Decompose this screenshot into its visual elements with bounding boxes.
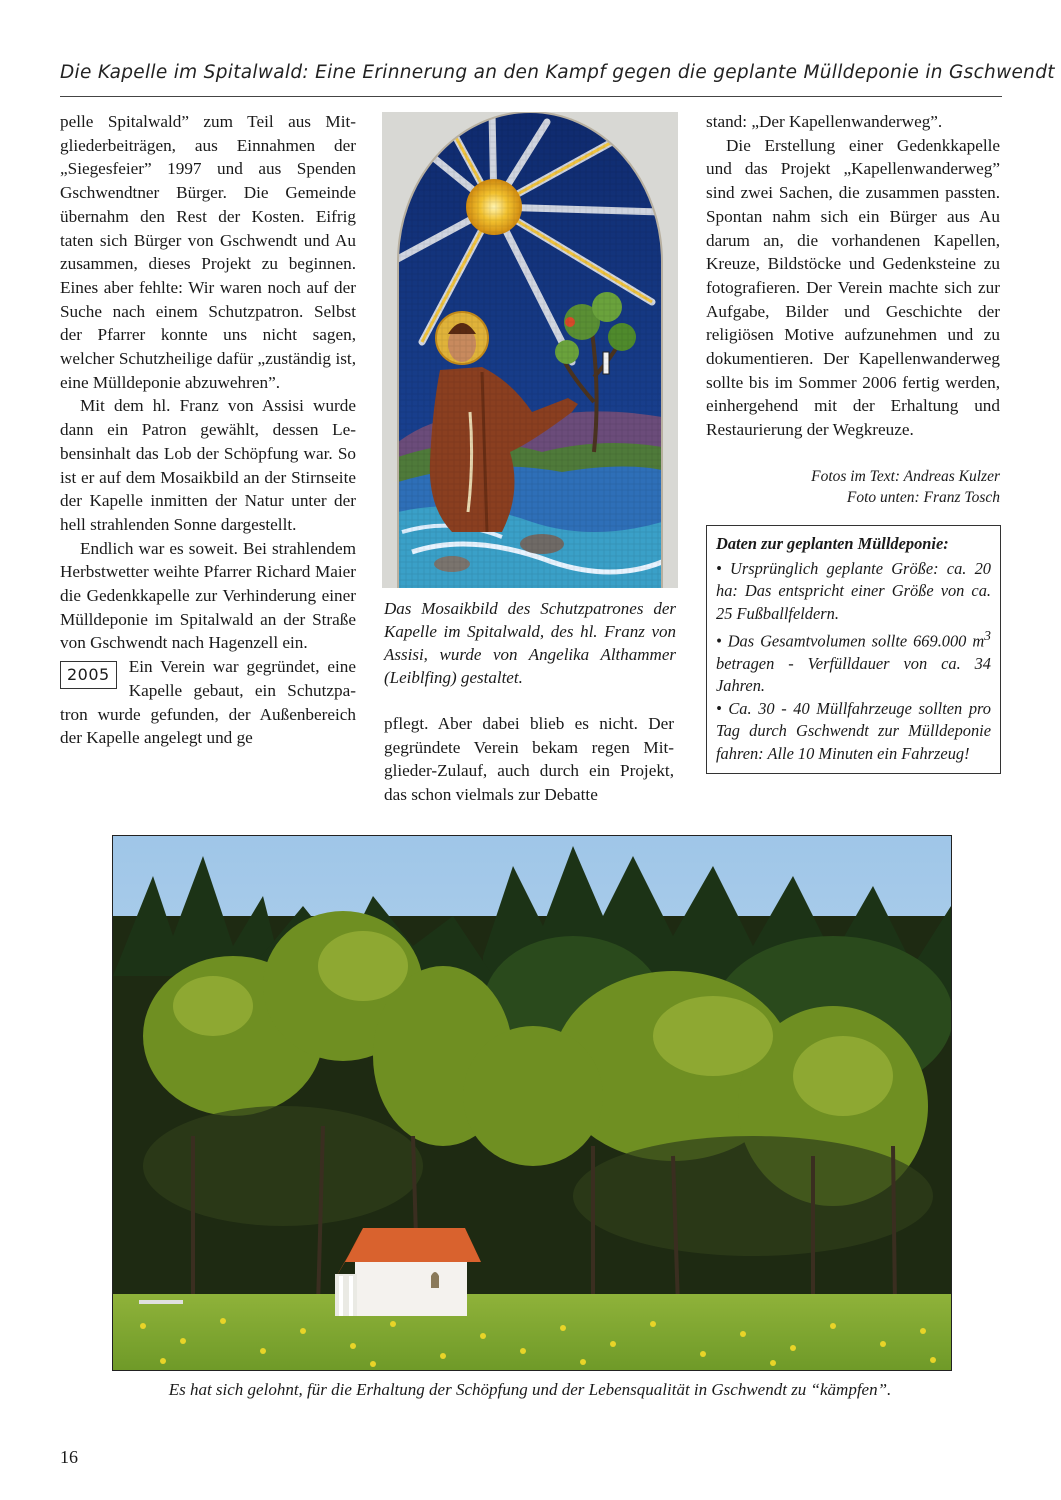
paragraph: stand: „Der Kapellenwanderweg”. (706, 112, 943, 131)
data-box-title: Daten zur geplanten Mülldeponie: (716, 534, 949, 553)
year-badge: 2005 (60, 661, 117, 689)
data-box-item-text: betragen - Verfülldauer von ca. 34 Jahren. (716, 653, 991, 696)
column-3 (706, 110, 1000, 442)
photo-caption: Es hat sich gelohnt, für die Erhaltung der Schöpfung und der Lebensqualität in Gschwendt zu “kämpfen”. (168, 1380, 892, 1399)
superscript: 3 (984, 628, 991, 643)
running-header: Die Kapelle im Spitalwald: Eine Erinnerung an den Kampf gegen die geplante Mülldeponie in Gschwendt (60, 62, 1055, 83)
paragraph: Die Erstellung einer Gedenkkapelle und das Projekt „Kapellenwanderweg” sind zwei Sachen, die zusammen passten. Spontan nahm sich ein Bürger aus Au darum an, die vorhandenen Kapellen, Kreuze, Bildstöcke und Gedenksteine zu fotografieren. Der Verein machte sich zur Aufgabe, Bilder und Geschichte der religiösen Motive aufzunehmen und zu dokumentieren. Der Kapellenwanderweg sollte bis im Sommer 2006 fertig werden, einhergehend mit der Erhaltung und Restaurierung der Wegkreuze. (706, 135, 1000, 440)
page-number: 16 (60, 1447, 78, 1467)
paragraph: pelle Spitalwald” zum Teil aus Mitgliederbeiträgen, aus Einnahmen der „Siegesfeier” 1997 und aus Spenden Gschwendtner Bürger. Die Gemeinde übernahm den Rest der Kosten. Eifrig taten sich Bürger von Gschwendt und Au zusammen, dieses Projekt zu beginnen. Eines aber fehlte: Wir waren noch auf der Suche nach einem Schutzpatron. Selbst der Pfarrer konnte uns nicht sagen, welcher Schutzheilige dafür „zuständig ist, eine Mülldeponie abzuwehren”. (60, 112, 356, 392)
header-rule (60, 96, 1002, 97)
mosaic-image (382, 112, 678, 588)
data-box-item: • Ca. 30 - 40 Müllfahrzeuge sollten pro Tag durch Gschwendt zur Mülldeponie fahren: Alle 10 Minuten ein Fahrzeug! (716, 698, 991, 763)
credit-line: Fotos im Text: Andreas Kulzer (811, 468, 1000, 485)
column-1 (60, 110, 356, 750)
paragraph-text: Ein Verein war gegründet, eine Kapelle gebaut, ein Schutzpatron wurde gefunden, der Außenbereich der Kapelle angelegt und ge (60, 657, 356, 748)
paragraph: pflegt. Aber dabei blieb es nicht. Der gegründete Verein bekam regen Mitglieder-Zulauf, auch durch ein Projekt, das schon vielmals zur Debatte (384, 714, 674, 805)
paragraph (60, 655, 356, 750)
credit-line: Foto unten: Franz Tosch (846, 489, 1000, 506)
data-box-item-text: • Das Gesamtvolumen sollte 669.000 m (716, 631, 985, 651)
paragraph: Endlich war es soweit. Bei strahlendem Herbstwetter weihte Pfarrer Richard Maier die Gedenkkapelle zur Verhinderung einer Mülldeponie im Spitalwald an der Straße von Gschwendt nach Hagenzell ein. (60, 538, 356, 653)
paragraph: Mit dem hl. Franz von Assisi wurde dann ein Patron gewählt, dessen Lebensinhalt das Lob der Schöpfung war. So ist er auf dem Mosaikbild an der Stirnseite der Kapelle inmitten der Natur unter der hell strahlenden Sonne dargestellt. (60, 396, 356, 534)
data-box (706, 525, 1001, 774)
mosaic-caption: Das Mosaikbild des Schutzpatrones der Kapelle im Spitalwald, des hl. Franz von Assisi, wurde von Angelika Althammer (Leiblfing) gestaltet. (384, 599, 676, 687)
photo-credits (706, 466, 1000, 508)
chapel-forest-photo (112, 835, 952, 1371)
column-2 (384, 712, 674, 807)
data-box-item (716, 625, 991, 698)
data-box-item: • Ursprünglich geplante Größe: ca. 20 ha: Das entspricht einer Größe von ca. 25 Fußballfeldern. (716, 558, 991, 623)
